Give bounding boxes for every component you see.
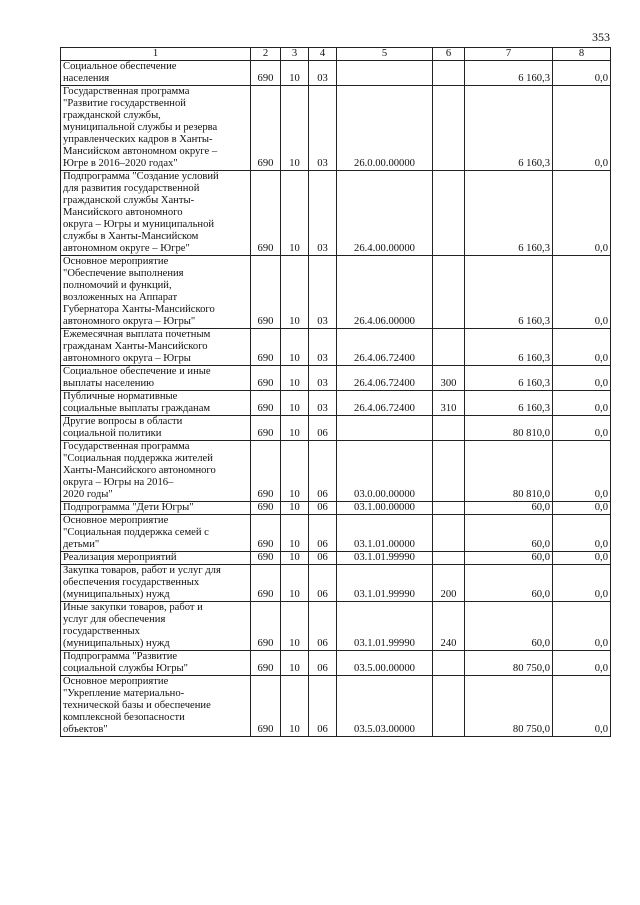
table-row	[61, 676, 611, 737]
column-header: 8	[553, 48, 611, 61]
section-code-cell: 10	[281, 441, 309, 502]
subsection-code-cell: 03	[309, 329, 337, 366]
subsection-code-cell: 03	[309, 391, 337, 416]
target-article-cell	[337, 61, 433, 86]
table-row	[61, 366, 611, 391]
section-code-cell: 10	[281, 416, 309, 441]
column-header: 1	[61, 48, 251, 61]
expense-type-cell	[433, 171, 465, 256]
subsection-code-cell: 06	[309, 515, 337, 552]
row-name-cell: Социальное обеспечение населения	[61, 61, 251, 86]
expense-type-cell: 300	[433, 366, 465, 391]
expense-type-cell: 200	[433, 565, 465, 602]
target-article-cell: 03.5.00.00000	[337, 651, 433, 676]
subsection-code-cell: 06	[309, 676, 337, 737]
page-number: 353	[592, 30, 610, 44]
amount-change-cell: 0,0	[553, 61, 611, 86]
amount-change-cell: 0,0	[553, 602, 611, 651]
column-header: 7	[465, 48, 553, 61]
expense-type-cell	[433, 552, 465, 565]
target-article-cell: 03.5.03.00000	[337, 676, 433, 737]
target-article-cell: 26.4.06.72400	[337, 329, 433, 366]
budget-table	[60, 47, 611, 737]
amount-cell: 80 810,0	[465, 441, 553, 502]
subsection-code-cell: 03	[309, 61, 337, 86]
subsection-code-cell: 06	[309, 552, 337, 565]
table-row	[61, 651, 611, 676]
target-article-cell: 26.4.06.72400	[337, 391, 433, 416]
subsection-code-cell: 06	[309, 416, 337, 441]
row-name-cell: Государственная программа "Социальная поддержка жителей Ханты-Мансийского автономного округа – Югры на 2016– 2020 годы"	[61, 441, 251, 502]
table-row	[61, 515, 611, 552]
amount-change-cell: 0,0	[553, 515, 611, 552]
subsection-code-cell: 06	[309, 441, 337, 502]
amount-cell: 6 160,3	[465, 391, 553, 416]
table-row	[61, 552, 611, 565]
ministry-code-cell: 690	[251, 86, 281, 171]
column-header: 3	[281, 48, 309, 61]
expense-type-cell	[433, 329, 465, 366]
amount-change-cell: 0,0	[553, 441, 611, 502]
target-article-cell: 26.0.00.00000	[337, 86, 433, 171]
ministry-code-cell: 690	[251, 416, 281, 441]
ministry-code-cell: 690	[251, 565, 281, 602]
target-article-cell: 03.1.01.99990	[337, 552, 433, 565]
row-name-cell: Ежемесячная выплата почетным гражданам Ханты-Мансийского автономного округа – Югры	[61, 329, 251, 366]
expense-type-cell	[433, 61, 465, 86]
amount-change-cell: 0,0	[553, 552, 611, 565]
expense-type-cell	[433, 256, 465, 329]
expense-type-cell	[433, 441, 465, 502]
section-code-cell: 10	[281, 502, 309, 515]
amount-cell: 80 750,0	[465, 651, 553, 676]
amount-change-cell: 0,0	[553, 565, 611, 602]
subsection-code-cell: 06	[309, 502, 337, 515]
ministry-code-cell: 690	[251, 61, 281, 86]
section-code-cell: 10	[281, 256, 309, 329]
row-name-cell: Публичные нормативные социальные выплаты гражданам	[61, 391, 251, 416]
target-article-cell: 03.1.01.99990	[337, 602, 433, 651]
row-name-cell: Закупка товаров, работ и услуг для обеспечения государственных (муниципальных) нужд	[61, 565, 251, 602]
column-header: 5	[337, 48, 433, 61]
target-article-cell: 26.4.06.72400	[337, 366, 433, 391]
column-header: 4	[309, 48, 337, 61]
table-header-row	[61, 48, 611, 61]
subsection-code-cell: 06	[309, 602, 337, 651]
ministry-code-cell: 690	[251, 366, 281, 391]
table-row	[61, 171, 611, 256]
section-code-cell: 10	[281, 391, 309, 416]
section-code-cell: 10	[281, 329, 309, 366]
amount-change-cell: 0,0	[553, 366, 611, 391]
ministry-code-cell: 690	[251, 515, 281, 552]
amount-change-cell: 0,0	[553, 329, 611, 366]
subsection-code-cell: 03	[309, 171, 337, 256]
row-name-cell: Основное мероприятие "Обеспечение выполнения полномочий и функций, возложенных на Аппарат Губернатора Ханты-Мансийского автономного округа – Югры"	[61, 256, 251, 329]
expense-type-cell: 240	[433, 602, 465, 651]
table-row	[61, 86, 611, 171]
section-code-cell: 10	[281, 602, 309, 651]
target-article-cell: 03.0.00.00000	[337, 441, 433, 502]
table-row	[61, 329, 611, 366]
amount-change-cell: 0,0	[553, 651, 611, 676]
section-code-cell: 10	[281, 565, 309, 602]
subsection-code-cell: 03	[309, 366, 337, 391]
amount-cell: 6 160,3	[465, 86, 553, 171]
table-row	[61, 61, 611, 86]
amount-cell: 6 160,3	[465, 366, 553, 391]
row-name-cell: Подпрограмма "Развитие социальной службы Югры"	[61, 651, 251, 676]
amount-cell: 60,0	[465, 515, 553, 552]
target-article-cell: 26.4.00.00000	[337, 171, 433, 256]
ministry-code-cell: 690	[251, 171, 281, 256]
subsection-code-cell: 06	[309, 565, 337, 602]
amount-cell: 6 160,3	[465, 256, 553, 329]
ministry-code-cell: 690	[251, 552, 281, 565]
amount-change-cell: 0,0	[553, 416, 611, 441]
amount-cell: 80 810,0	[465, 416, 553, 441]
amount-cell: 6 160,3	[465, 61, 553, 86]
amount-cell: 80 750,0	[465, 676, 553, 737]
amount-cell: 60,0	[465, 565, 553, 602]
section-code-cell: 10	[281, 171, 309, 256]
subsection-code-cell: 06	[309, 651, 337, 676]
table-row	[61, 441, 611, 502]
row-name-cell: Другие вопросы в области социальной политики	[61, 416, 251, 441]
row-name-cell: Основное мероприятие "Социальная поддержка семей с детьми"	[61, 515, 251, 552]
ministry-code-cell: 690	[251, 602, 281, 651]
ministry-code-cell: 690	[251, 256, 281, 329]
amount-cell: 60,0	[465, 602, 553, 651]
column-header: 2	[251, 48, 281, 61]
table-row	[61, 502, 611, 515]
table-row	[61, 416, 611, 441]
table-row	[61, 565, 611, 602]
row-name-cell: Государственная программа "Развитие государственной гражданской службы, муниципальной службы и резерва управленческих кадров в Ханты- Мансийском автономном округе – Югре в 2016–2020 годах"	[61, 86, 251, 171]
amount-change-cell: 0,0	[553, 391, 611, 416]
amount-cell: 60,0	[465, 502, 553, 515]
row-name-cell: Иные закупки товаров, работ и услуг для обеспечения государственных (муниципальных) нужд	[61, 602, 251, 651]
section-code-cell: 10	[281, 515, 309, 552]
ministry-code-cell: 690	[251, 329, 281, 366]
expense-type-cell	[433, 676, 465, 737]
target-article-cell: 03.1.01.00000	[337, 515, 433, 552]
target-article-cell	[337, 416, 433, 441]
row-name-cell: Реализация мероприятий	[61, 552, 251, 565]
expense-type-cell: 310	[433, 391, 465, 416]
ministry-code-cell: 690	[251, 676, 281, 737]
amount-cell: 6 160,3	[465, 171, 553, 256]
expense-type-cell	[433, 515, 465, 552]
expense-type-cell	[433, 502, 465, 515]
section-code-cell: 10	[281, 61, 309, 86]
row-name-cell: Социальное обеспечение и иные выплаты населению	[61, 366, 251, 391]
subsection-code-cell: 03	[309, 256, 337, 329]
ministry-code-cell: 690	[251, 391, 281, 416]
ministry-code-cell: 690	[251, 651, 281, 676]
row-name-cell: Подпрограмма "Создание условий для развития государственной гражданской службы Ханты- Мансийского автономного округа – Югры и муниципальной службы в Ханты-Мансийском автономном округе – Югре"	[61, 171, 251, 256]
target-article-cell: 26.4.06.00000	[337, 256, 433, 329]
table-row	[61, 391, 611, 416]
amount-cell: 60,0	[465, 552, 553, 565]
expense-type-cell	[433, 651, 465, 676]
expense-type-cell	[433, 416, 465, 441]
amount-change-cell: 0,0	[553, 171, 611, 256]
row-name-cell: Основное мероприятие "Укрепление материально- технической базы и обеспечение комплексной безопасности объектов"	[61, 676, 251, 737]
section-code-cell: 10	[281, 552, 309, 565]
section-code-cell: 10	[281, 86, 309, 171]
table-row	[61, 602, 611, 651]
amount-change-cell: 0,0	[553, 86, 611, 171]
column-header: 6	[433, 48, 465, 61]
amount-change-cell: 0,0	[553, 256, 611, 329]
section-code-cell: 10	[281, 651, 309, 676]
target-article-cell: 03.1.01.99990	[337, 565, 433, 602]
row-name-cell: Подпрограмма "Дети Югры"	[61, 502, 251, 515]
expense-type-cell	[433, 86, 465, 171]
amount-change-cell: 0,0	[553, 676, 611, 737]
amount-cell: 6 160,3	[465, 329, 553, 366]
ministry-code-cell: 690	[251, 441, 281, 502]
amount-change-cell: 0,0	[553, 502, 611, 515]
subsection-code-cell: 03	[309, 86, 337, 171]
section-code-cell: 10	[281, 676, 309, 737]
ministry-code-cell: 690	[251, 502, 281, 515]
table-row	[61, 256, 611, 329]
target-article-cell: 03.1.00.00000	[337, 502, 433, 515]
section-code-cell: 10	[281, 366, 309, 391]
